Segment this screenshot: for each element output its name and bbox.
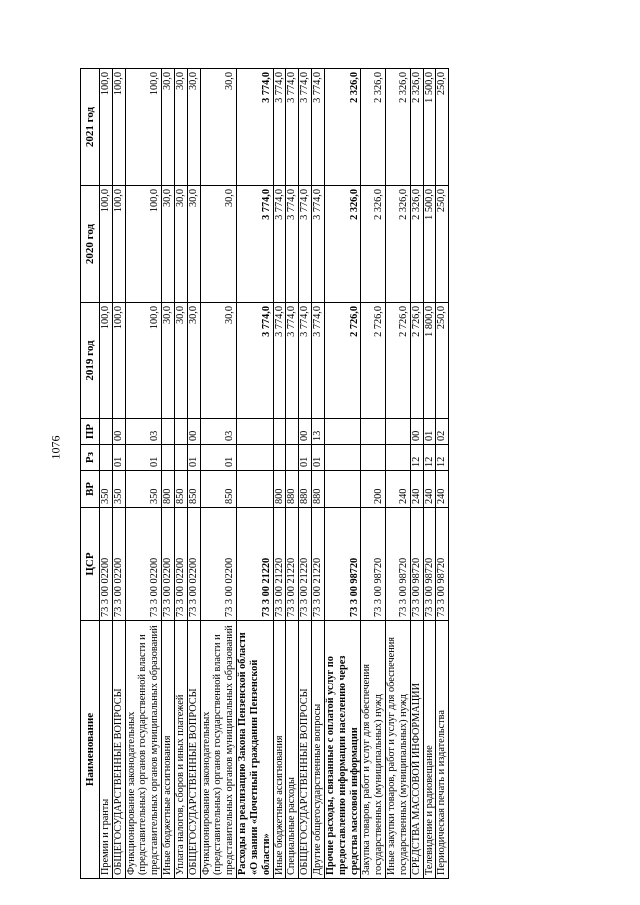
table-row xyxy=(324,69,360,879)
cell-pr xyxy=(361,419,386,445)
header-2020: 2020 год xyxy=(81,186,100,303)
table-row xyxy=(436,69,449,879)
cell-y2020: 30,0 xyxy=(200,186,236,303)
cell-pr: 03 xyxy=(125,419,161,445)
budget-table xyxy=(80,68,449,879)
table-row xyxy=(200,69,236,879)
cell-y2021: 250,0 xyxy=(436,69,449,186)
header-name: Наименование xyxy=(81,621,100,879)
cell-y2020: 1 500,0 xyxy=(423,186,436,303)
cell-csr: 73 3 00 02200 xyxy=(162,508,175,621)
cell-y2019: 30,0 xyxy=(174,303,187,419)
cell-rz xyxy=(361,445,386,471)
cell-name: ОБЩЕГОСУДАРСТВЕННЫЕ ВОПРОСЫ xyxy=(187,621,200,879)
cell-y2021: 2 326,0 xyxy=(324,69,360,186)
cell-y2019: 2 726,0 xyxy=(361,303,386,419)
rotated-table-container xyxy=(80,69,560,879)
cell-csr: 73 3 00 02200 xyxy=(200,508,236,621)
cell-y2019: 100,0 xyxy=(100,303,113,419)
cell-pr xyxy=(386,419,411,445)
cell-name: Функционирование законодательных (представительных) органов государственной власти и представительных органов муниципальных образований xyxy=(200,621,236,879)
cell-pr: 03 xyxy=(200,419,236,445)
cell-pr: 00 xyxy=(187,419,200,445)
cell-vr: 240 xyxy=(423,471,436,508)
cell-y2019: 2 726,0 xyxy=(324,303,360,419)
cell-y2020: 3 774,0 xyxy=(273,186,286,303)
cell-y2020: 3 774,0 xyxy=(237,186,273,303)
cell-rz xyxy=(286,445,299,471)
cell-name: Иные бюджетные ассигнования xyxy=(273,621,286,879)
cell-vr: 800 xyxy=(273,471,286,508)
cell-vr: 850 xyxy=(187,471,200,508)
cell-name: Функционирование законодательных (представительных) органов государственной власти и представительных органов муниципальных образований xyxy=(125,621,161,879)
cell-csr: 73 3 00 02200 xyxy=(112,508,125,621)
table-row xyxy=(100,69,113,879)
cell-vr: 850 xyxy=(200,471,236,508)
cell-name: Периодическая печать и издательства xyxy=(436,621,449,879)
header-csr: ЦСР xyxy=(81,508,100,621)
table-row xyxy=(174,69,187,879)
header-vr: ВР xyxy=(81,471,100,508)
table-body xyxy=(100,69,449,879)
table-row xyxy=(299,69,312,879)
header-2021: 2021 год xyxy=(81,69,100,186)
cell-rz: 12 xyxy=(410,445,423,471)
cell-y2021: 2 326,0 xyxy=(410,69,423,186)
cell-y2021: 30,0 xyxy=(187,69,200,186)
page-number: 1076 xyxy=(48,435,63,460)
cell-vr: 240 xyxy=(386,471,411,508)
cell-y2019: 2 726,0 xyxy=(410,303,423,419)
cell-y2021: 100,0 xyxy=(100,69,113,186)
cell-y2020: 100,0 xyxy=(100,186,113,303)
table-row xyxy=(361,69,386,879)
table-row xyxy=(423,69,436,879)
table-row xyxy=(112,69,125,879)
cell-y2021: 3 774,0 xyxy=(299,69,312,186)
cell-rz: 01 xyxy=(187,445,200,471)
cell-y2021: 30,0 xyxy=(162,69,175,186)
cell-csr: 73 3 00 21220 xyxy=(312,508,325,621)
cell-vr xyxy=(324,471,360,508)
cell-pr: 00 xyxy=(112,419,125,445)
cell-name: Расходы на реализацию Закона Пензенской области «О звании «Почетный гражданин Пензенской области» xyxy=(237,621,273,879)
cell-y2019: 3 774,0 xyxy=(273,303,286,419)
cell-y2021: 3 774,0 xyxy=(273,69,286,186)
cell-vr: 200 xyxy=(361,471,386,508)
table-row xyxy=(125,69,161,879)
cell-name: ОБЩЕГОСУДАРСТВЕННЫЕ ВОПРОСЫ xyxy=(299,621,312,879)
cell-rz: 12 xyxy=(436,445,449,471)
cell-y2020: 2 326,0 xyxy=(361,186,386,303)
cell-y2020: 2 326,0 xyxy=(386,186,411,303)
cell-name: Специальные расходы xyxy=(286,621,299,879)
cell-csr: 73 3 00 02200 xyxy=(125,508,161,621)
cell-rz xyxy=(174,445,187,471)
cell-y2020: 30,0 xyxy=(174,186,187,303)
cell-y2019: 100,0 xyxy=(125,303,161,419)
cell-csr: 73 3 00 98720 xyxy=(410,508,423,621)
cell-name: Иные закупки товаров, работ и услуг для обеспечения государственных (муниципальных) нужд xyxy=(386,621,411,879)
cell-pr: 01 xyxy=(423,419,436,445)
cell-pr: 00 xyxy=(410,419,423,445)
cell-y2020: 3 774,0 xyxy=(299,186,312,303)
cell-y2020: 250,0 xyxy=(436,186,449,303)
header-rz: Рз xyxy=(81,445,100,471)
cell-rz: 01 xyxy=(312,445,325,471)
cell-vr: 350 xyxy=(125,471,161,508)
cell-csr: 73 3 00 21220 xyxy=(299,508,312,621)
cell-y2021: 30,0 xyxy=(174,69,187,186)
cell-vr: 880 xyxy=(286,471,299,508)
cell-name: Другие общегосударственные вопросы xyxy=(312,621,325,879)
cell-rz: 01 xyxy=(125,445,161,471)
cell-y2019: 100,0 xyxy=(112,303,125,419)
cell-csr: 73 3 00 21220 xyxy=(237,508,273,621)
table-row xyxy=(237,69,273,879)
cell-csr: 73 3 00 02200 xyxy=(100,508,113,621)
cell-y2020: 30,0 xyxy=(187,186,200,303)
cell-csr: 73 3 00 21220 xyxy=(273,508,286,621)
cell-y2021: 1 500,0 xyxy=(423,69,436,186)
cell-vr: 880 xyxy=(312,471,325,508)
cell-name: Закупка товаров, работ и услуг для обеспечения государственных (муниципальных) нужд xyxy=(361,621,386,879)
cell-rz xyxy=(100,445,113,471)
cell-csr: 73 3 00 98720 xyxy=(324,508,360,621)
cell-y2020: 100,0 xyxy=(125,186,161,303)
cell-vr: 350 xyxy=(112,471,125,508)
cell-rz xyxy=(324,445,360,471)
table-row xyxy=(273,69,286,879)
cell-vr: 240 xyxy=(436,471,449,508)
cell-vr: 800 xyxy=(162,471,175,508)
cell-pr xyxy=(324,419,360,445)
cell-y2019: 30,0 xyxy=(187,303,200,419)
cell-rz: 01 xyxy=(299,445,312,471)
cell-y2020: 2 326,0 xyxy=(410,186,423,303)
cell-y2020: 100,0 xyxy=(112,186,125,303)
cell-csr: 73 3 00 02200 xyxy=(174,508,187,621)
table-row xyxy=(162,69,175,879)
table-row xyxy=(286,69,299,879)
cell-vr: 880 xyxy=(299,471,312,508)
cell-y2021: 3 774,0 xyxy=(237,69,273,186)
cell-y2019: 3 774,0 xyxy=(286,303,299,419)
header-pr: ПР xyxy=(81,419,100,445)
cell-y2021: 100,0 xyxy=(125,69,161,186)
cell-csr: 73 3 00 02200 xyxy=(187,508,200,621)
cell-csr: 73 3 00 98720 xyxy=(386,508,411,621)
cell-name: СРЕДСТВА МАССОВОЙ ИНФОРМАЦИИ xyxy=(410,621,423,879)
cell-csr: 73 3 00 98720 xyxy=(423,508,436,621)
cell-y2019: 3 774,0 xyxy=(237,303,273,419)
cell-pr: 13 xyxy=(312,419,325,445)
cell-csr: 73 3 00 21220 xyxy=(286,508,299,621)
cell-name: Иные бюджетные ассигнования xyxy=(162,621,175,879)
cell-y2021: 30,0 xyxy=(200,69,236,186)
table-row xyxy=(410,69,423,879)
cell-y2021: 2 326,0 xyxy=(386,69,411,186)
cell-y2019: 3 774,0 xyxy=(312,303,325,419)
cell-y2020: 3 774,0 xyxy=(286,186,299,303)
cell-csr: 73 3 00 98720 xyxy=(361,508,386,621)
cell-pr xyxy=(162,419,175,445)
cell-rz xyxy=(162,445,175,471)
cell-name: Телевидение и радиовещание xyxy=(423,621,436,879)
cell-vr: 850 xyxy=(174,471,187,508)
table-header-row xyxy=(81,69,100,879)
cell-pr xyxy=(273,419,286,445)
cell-vr: 240 xyxy=(410,471,423,508)
cell-y2020: 30,0 xyxy=(162,186,175,303)
cell-pr xyxy=(100,419,113,445)
cell-y2019: 1 800,0 xyxy=(423,303,436,419)
cell-pr xyxy=(237,419,273,445)
header-2019: 2019 год xyxy=(81,303,100,419)
cell-y2019: 250,0 xyxy=(436,303,449,419)
cell-rz: 12 xyxy=(423,445,436,471)
cell-pr xyxy=(174,419,187,445)
cell-y2021: 100,0 xyxy=(112,69,125,186)
cell-y2021: 3 774,0 xyxy=(312,69,325,186)
cell-pr xyxy=(286,419,299,445)
cell-rz xyxy=(237,445,273,471)
cell-pr: 00 xyxy=(299,419,312,445)
cell-name: Уплата налогов, сборов и иных платежей xyxy=(174,621,187,879)
cell-rz: 01 xyxy=(200,445,236,471)
cell-y2019: 30,0 xyxy=(200,303,236,419)
cell-y2021: 3 774,0 xyxy=(286,69,299,186)
cell-rz xyxy=(386,445,411,471)
cell-y2020: 3 774,0 xyxy=(312,186,325,303)
cell-csr: 73 3 00 98720 xyxy=(436,508,449,621)
cell-y2019: 30,0 xyxy=(162,303,175,419)
cell-vr: 350 xyxy=(100,471,113,508)
cell-rz xyxy=(273,445,286,471)
cell-name: Премии и гранты xyxy=(100,621,113,879)
cell-y2021: 2 326,0 xyxy=(361,69,386,186)
cell-name: ОБЩЕГОСУДАРСТВЕННЫЕ ВОПРОСЫ xyxy=(112,621,125,879)
cell-vr xyxy=(237,471,273,508)
cell-name: Прочие расходы, связанные с оплатой услуг по предоставлению информации населению через средства массовой информации xyxy=(324,621,360,879)
cell-y2019: 2 726,0 xyxy=(386,303,411,419)
table-row xyxy=(386,69,411,879)
table-row xyxy=(312,69,325,879)
cell-pr: 02 xyxy=(436,419,449,445)
cell-rz: 01 xyxy=(112,445,125,471)
table-row xyxy=(187,69,200,879)
cell-y2019: 3 774,0 xyxy=(299,303,312,419)
cell-y2020: 2 326,0 xyxy=(324,186,360,303)
